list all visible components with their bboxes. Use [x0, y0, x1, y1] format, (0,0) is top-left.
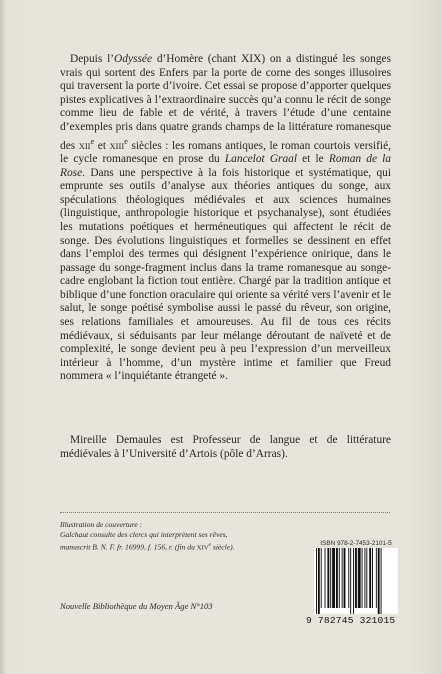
barcode-bar	[318, 548, 320, 614]
barcode-bar	[336, 548, 338, 608]
illustration-heading: Illustration de couverture :	[60, 520, 143, 529]
title-lancelot-graal: Lancelot Graal	[224, 152, 298, 165]
blurb-text: . Dans une perspective à la fois historique et systématique, qui emprunte ses outils d’analyse aux théories antiques du songe, aux spéculations théologiques médiévales et aux sciences humaines (linguistique, anthropologie historique et psychanalyse), sont étudiées les mutations poétiques et herméneutiques qui affectent le récit de songe. Des évolutions linguistiques et formelles se dessinent en effet dans l’emploi des termes qui désignent l’expérience onirique, dans le passage du songe-fragment inclus dans la trame romanesque au songe-cadre englobant la fiction tout entière. Chargé par la tradition antique et biblique d’une fonction oraculaire qui oriente sa vérité vers l’avenir et le salut, le songe poétisé symbolise aussi le passé du rêveur, son origine, ses relations familiales et amoureuses. Au fil de tous ces récits médiévaux, si séduisants par leur mélange déroutant de naïveté et de complexité, le songe devient peu à peu l’expression d’un merveilleux intérieur à l’homme, d’un mystère intime et familier que Freud nommera « l’inquiétante étrangeté ».	[60, 166, 391, 383]
barcode-bar	[327, 548, 329, 608]
blurb-text: siècles : les romans antiques, le roman courtois versifié, le cycle romanesque en prose du	[60, 139, 391, 165]
century-xiv: XIV	[196, 544, 209, 552]
author-note: Mireille Demaules est Professeur de langue et de littérature médiévales à l’Université d’Artois (pôle d’Arras).	[60, 434, 391, 460]
barcode-bar	[355, 548, 357, 608]
barcode-bar	[344, 548, 346, 608]
barcode-bar	[316, 548, 317, 614]
barcode-bar	[350, 548, 351, 614]
illustration-line1: Galchaut consulte des clercs qui interprètent ses rêves,	[60, 530, 228, 539]
isbn-label: ISBN 978-2-7453-2101-5	[320, 540, 392, 547]
century-xii-sup: e	[90, 135, 95, 146]
barcode-bar	[342, 548, 343, 608]
century-xiv-sup: e	[208, 542, 211, 548]
barcode-bar	[381, 548, 382, 614]
barcode-bar	[369, 548, 371, 608]
barcode-bar	[362, 548, 363, 608]
title-roman-de-la-rose: Roman de la Rose	[60, 152, 391, 179]
barcode	[314, 548, 398, 614]
blurb-text: Depuis l’	[70, 53, 115, 65]
barcode-bar	[353, 548, 354, 614]
barcode-bar	[321, 548, 322, 608]
century-xii: XII	[78, 140, 91, 151]
blurb-text: et le	[297, 152, 329, 165]
barcode-bar	[358, 548, 361, 608]
illustration-credit	[60, 520, 290, 554]
barcode-bar	[348, 548, 349, 608]
barcode-bar	[332, 548, 335, 608]
illustration-line2: manuscrit B. N. F. fr. 16999, f. 156, r. (fin du	[60, 542, 197, 552]
barcode-bar	[372, 548, 373, 608]
barcode-bar	[330, 548, 331, 608]
century-xiii: XIII	[109, 140, 125, 151]
illustration-line2-end: siècle).	[210, 542, 235, 552]
century-xiii-sup: e	[124, 135, 128, 146]
series-name: Nouvelle Bibliothèque du Moyen Âge N°103	[60, 601, 213, 611]
divider	[60, 512, 390, 513]
barcode-bar	[378, 548, 380, 614]
barcode-bar	[376, 548, 377, 608]
blurb-paragraph	[60, 53, 391, 384]
blurb-text: d’Homère (chant XIX) on a distingué les songes vrais qui sortent des Enfers par la porte de corne des songes illusoires qui traversent la porte d’ivoire. Cet essai se propose d’apporter quelques pistes explicatives à l’extraordinaire succès qu’a connu le récit de songe comme lieu de fable et de vérité, à travers l’étude d’une centaine d’exemples pris dans quatre grands champs de la littérature romanesque des	[60, 53, 392, 152]
barcode-bar	[366, 548, 367, 608]
barcode-bar	[325, 548, 326, 608]
title-odyssee: Odyssée	[114, 53, 153, 65]
barcode-bar	[364, 548, 365, 608]
barcode-bar	[339, 548, 340, 608]
barcode-digits: 9 782745 321015	[306, 615, 396, 626]
blurb-text: et	[94, 139, 110, 152]
